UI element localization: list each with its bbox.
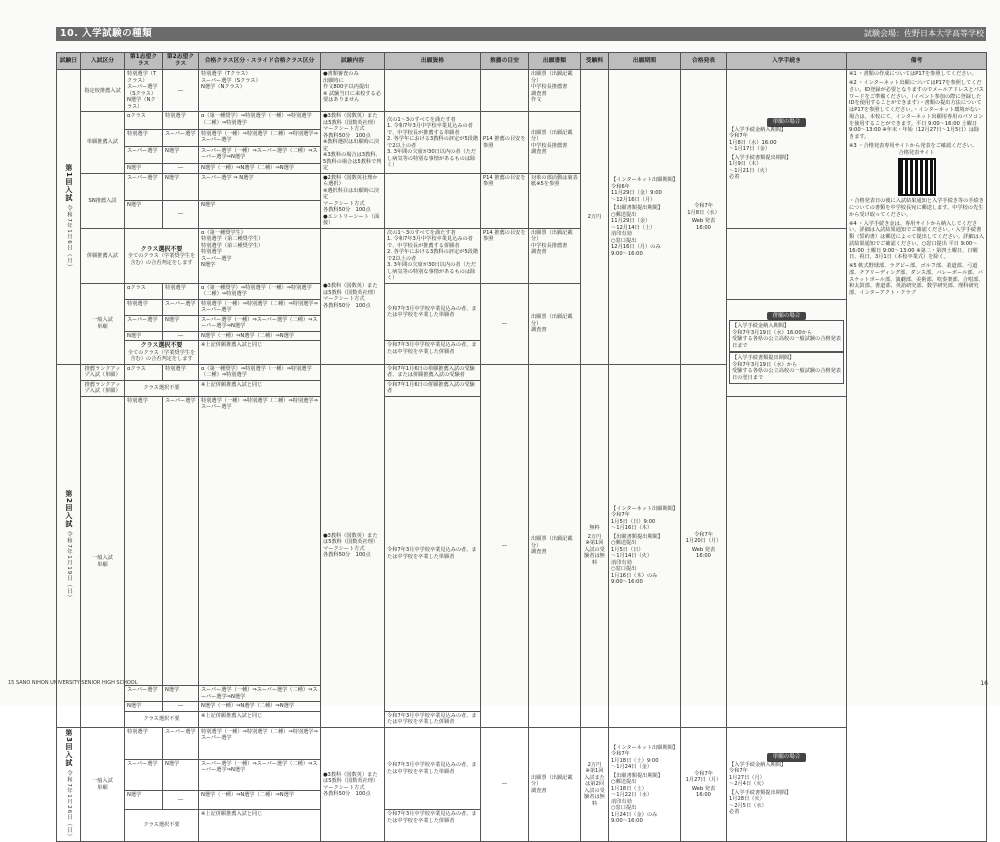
cell: 特別選学（一種）⇒特別選学（二種）⇒特別選学⇒スーパー選学	[199, 129, 321, 146]
cell: ―	[163, 201, 199, 229]
cell: 出願票（出願記載分） 調査書	[529, 283, 581, 364]
section-title: 10. 入学試験の種類	[60, 28, 153, 39]
rank-single-label: 推薦ランクアップ入試（単願）	[81, 364, 125, 380]
col-header: 出願書類	[529, 53, 581, 70]
cell: 出願票（出願記載分） 調査書	[529, 364, 581, 727]
note-3b: ・合格発表日の後に入試結果通知と入学手続き等の手続きについての書類を中学校長宛に郵送します。中学校の先生から受け取ってください。	[849, 198, 984, 218]
cell: 特別選学（一種）⇒特別選学（二種）⇒特別選学⇒スーパー選学	[199, 727, 321, 759]
cell: ―	[163, 70, 199, 112]
cell: 次の1〜3のすべてを満たす者 1. 令和7年3月中学校卒業見込みの者で、中学校長が推薦する併願者 2. 各学年における3教科の評定が5段階で2以上の者 3. 3年間の欠席が30日以内の者（ただし病気等の特別な事情があるものは除く）	[385, 228, 481, 283]
col-header: 第1志望クラス	[125, 53, 163, 70]
cell: P14 推薦の目安を参照	[481, 173, 529, 228]
col-header: 出願期間	[609, 53, 681, 70]
cell: N選学（一種）⇒N選学（二種）⇒N選学	[199, 331, 321, 341]
cell: ―	[481, 727, 529, 841]
cell: スーパー選学（一種）⇒スーパー選学（二種）⇒スーパー選学⇒N選学	[199, 315, 321, 331]
table-header-row	[57, 53, 987, 70]
cell	[385, 70, 481, 112]
cell: N選学	[125, 331, 163, 341]
cell: N選学	[125, 201, 163, 229]
cell: スーパー選学	[163, 129, 199, 146]
cell: N選学	[163, 759, 199, 791]
cell: スーパー選学	[163, 727, 199, 759]
cell: クラス選択不要	[125, 810, 199, 842]
note-3: ※3 ・合格発表専用サイトから発表をご確認ください。	[849, 142, 978, 149]
col-header: 入学手続き	[727, 53, 847, 70]
qr-label: 合格発表サイト	[898, 149, 935, 156]
cell: N選学	[163, 173, 199, 201]
col-header: 合格クラス区分・スライド合格クラス区分	[199, 53, 321, 70]
cell: ※上記併願推薦入試と同じ	[199, 810, 321, 842]
combined-label: 併願推薦入試	[81, 228, 125, 283]
table-row	[57, 70, 987, 112]
cell: 特別選学	[125, 299, 163, 315]
general-label: 一般入試 単願	[81, 727, 125, 841]
cell: α（第一種奨学）⇒特別選学（一種）⇒特別選学（二種）⇒特別選学	[199, 364, 321, 380]
cell: ※上記併願推薦入試と同じ	[199, 380, 321, 396]
cell: ―	[163, 791, 199, 810]
rank-combined-label: 推薦ランクアップ入試（併願）	[81, 380, 125, 396]
cell: N選学	[125, 791, 163, 810]
header-bar	[56, 27, 986, 41]
cell: 出願票（出願記載分） 中学校長推薦書 調査書	[529, 112, 581, 174]
round1-procedure-combined: 併願の場合 【入学手続金納入期間】 令和7年3月19日（水）16:00から 受験する各県の公立高校の一般試験の合格発表日まで 【入学手続書類提出期間】 令和7年3月19日（水）から 受験する各県の公立高校の一般試験の合格発表日の翌日まで	[727, 299, 847, 396]
col-header: 備考	[847, 53, 987, 70]
col-header: 第2志望クラス	[163, 53, 199, 70]
round2-fee: 無料 2万円 ※第1回入試の受験者は無料	[581, 364, 609, 727]
round2-result: 令和7年 1月20日（月） Web 発表 16:00	[681, 364, 727, 727]
cell: ※上記併願推薦入試と同じ	[199, 711, 321, 727]
general-label: 一般入試 単願	[81, 396, 125, 727]
round1-procedure-single: 単願の場合 【入学手続金納入期間】 令和7年 1月8日（水）16:00 〜1月17日（金） 【入学手続書類提出期間】 1月9日（木） 〜1月21日（火） 必着	[727, 70, 847, 229]
exam-table	[56, 52, 987, 842]
footer-page-number: 16	[980, 680, 988, 687]
cell: P14 推薦の目安を参照	[481, 228, 529, 283]
cell: ●書類審査のみ 出願時に 作文800字以内提出 ※ 試験当日に来校する必要はありません	[321, 70, 385, 112]
cell	[385, 173, 481, 228]
cell: 出願票（出願記載分） 中学校長推薦書 調査書 作文	[529, 70, 581, 112]
cell: ●3教科（国数英）または5教科（国数英社理） マークシート方式 各教科50分 100点	[321, 364, 385, 727]
round3-fee: 2万円 ※第1回入試または第2回入試の受験者は無料	[581, 727, 609, 841]
col-header: 試験日	[57, 53, 81, 70]
cell: 令和7年1月6日の単願推薦入試の受験者、または併願推薦入試の受験者	[385, 364, 481, 380]
cell: 出願票（出願記載分） 中学校長推薦書 調査書	[529, 228, 581, 283]
cell: スーパー選学	[125, 759, 163, 791]
round1-fee: 2万円	[581, 70, 609, 365]
round1-period: 【インターネット出願期間】 令和6年 11月29日（金）9:00 〜12月16日（月） 【出願書類提出期間】 ○郵送提出 11月29日（金） 〜12月14日（土） 消印有効 ○窓口提出 12月16日（月）のみ 9:00〜16:00	[609, 70, 681, 365]
cell: スーパー選学	[125, 146, 163, 163]
cell: 令和7年3月中学校卒業見込みの者、または中学校を卒業した併願者	[385, 341, 481, 365]
cell: ●2教科（国数英社理から選択） ※選択科目は出願時に決定 マークシート方式 各教科50分 100点 ●エントリーシート（面接）	[321, 173, 385, 228]
general-label: 一般入試 単願	[81, 283, 125, 364]
cell: ―	[163, 163, 199, 173]
single-badge: 単願の場合	[767, 753, 807, 762]
cell: スーパー選学 ⇒ N選学	[199, 173, 321, 201]
cell: 令和7年3月中学校卒業見込みの者、または中学校を卒業した単願者	[385, 727, 481, 809]
cell: スーパー選学	[125, 173, 163, 201]
single-badge: 単願の場合	[767, 118, 807, 127]
cell: αクラス	[125, 112, 163, 129]
col-header: 受験料	[581, 53, 609, 70]
cell: 令和7年3月中学校卒業見込みの者、または中学校を卒業した単願者	[385, 283, 481, 341]
cell: N選学	[163, 686, 199, 702]
cell: αクラス	[125, 283, 163, 299]
cell: 特別選学（Tクラス） スーパー選学（Sクラス） N選学（Nクラス）	[199, 70, 321, 112]
cell: 令和7年3月中学校卒業見込みの者、または中学校を卒業した併願者	[385, 810, 481, 842]
col-header: 入試区分	[81, 53, 125, 70]
cell: クラス選択不要	[125, 380, 199, 396]
cell: 出願票（出願記載分） 調査書	[529, 727, 581, 841]
cell: 特別選学	[125, 396, 163, 685]
round3-period: 【インターネット出願期間】 令和7年 1月18日（土）9:00 〜1月24日（金） 【出願書類提出期間】 ○郵送提出 1月18日（土） 〜1月22日（水） 消印有効 ○窓口提出 1月24日（金）のみ 9:00〜16:00	[609, 727, 681, 841]
cell: ※上記併願推薦入試と同じ	[199, 341, 321, 365]
cell: 特別選学	[125, 129, 163, 146]
cell: α（第一種奨学生） 特別選学（第二種奨学生） 特別選学（第三種奨学生） 特別選学 スーパー選学 N選学	[199, 228, 321, 283]
combined-badge: 併願の場合	[767, 312, 807, 321]
round2-period: 【インターネット出願期間】 令和7年 1月5日（日）9:00 〜1月16日（木） 【出願書類提出期間】 ○郵送提出 1月5日（日） 〜1月14日（火） 消印有効 ○窓口提出 1月16日（木）のみ 9:00〜16:00	[609, 364, 681, 727]
cell: 特別選学（一種）⇒特別選学（二種）⇒特別選学⇒スーパー選学	[199, 396, 321, 685]
cell: N選学	[125, 163, 163, 173]
note-1: ※1 ・書類の作成についてはP17を参照してください。	[849, 71, 977, 78]
round3-result: 令和7年 1月27日（月） Web 発表 16:00	[681, 727, 727, 841]
cell: スーパー選学（一種）⇒スーパー選学（二種）⇒スーパー選学⇒N選学	[199, 146, 321, 163]
cell: ●3教科（国数英）または5教科（国数英社理） マークシート方式 各教科50分 100点 ※教科選択は出願時に決定 ※3教科の場合は3教科、5教科の場合は5教科で判定	[321, 112, 385, 174]
cell: N選学（一種）⇒N選学（二種）⇒N選学	[199, 702, 321, 712]
cell: ●3教科（国数英）または5教科（国数英社理） マークシート方式 各教科50分 100点	[321, 228, 385, 364]
cell: N選学	[163, 146, 199, 163]
cell: 特別選学	[125, 727, 163, 759]
round3-label: 第3回入試 令和7年1月26日（日）	[57, 727, 81, 841]
cell: 令和7年3月中学校卒業見込みの者、または中学校を卒業した併願者	[385, 711, 481, 727]
cell: スーパー選学	[125, 315, 163, 331]
cell: N選学	[125, 702, 163, 712]
cell: ―	[481, 364, 529, 727]
note-4: ※4 ・入学手続き金は、専用サイトから納入してください。詳細は入試結果通知でご確認ください。・入学手続書類（誓約書）は郵送によって提出してください。詳細は入試結果通知でご確認ください。○窓口提出 平日 9:00〜16:00 土曜日 9:00〜13:00 ※第二・第四土曜日、日曜日、祝日、3月1日（本校卒業式）を除く。	[849, 220, 984, 261]
cell: 特別選学	[163, 112, 199, 129]
note-2: ※2 ・インターネット出願についてはP17を参照してください。ID登録が必要となりますのでメールアドレスとパスワードをご準備ください。（イベント参加の際に登録したIDを使用することができます）・書類の提出方法についてはP17を参照してください。・インターネット環境がない場合は、本校にて、インターネット出願用専用のパソコンを使用することができます。平日 9:00〜16:00 土曜日 9:00〜13:00 ※年末・年始（12月27日〜1月5日）は除きます。	[849, 80, 984, 141]
cell: N選学（一種）⇒N選学（二種）⇒N選学	[199, 791, 321, 810]
cell: α（第一種奨学）⇒特別選学（一種）⇒特別選学（二種）⇒特別選学	[199, 112, 321, 129]
cell: 特別選学（一種）⇒特別選学（二種）⇒特別選学⇒スーパー選学	[199, 299, 321, 315]
note-5: ※5 軟式野球部、ラグビー部、ゴルフ部、柔道部、弓道部、チアリーディング部、ダンス部、バレーボール部、バスケットボール部、演劇部、美術部、吹奏楽部、合唱部、和太鼓部、書道部、英語研究部、数学研究部、理科研究部、インターアクト・クラブ	[849, 263, 984, 297]
cell: α（第一種奨学）⇒特別選学（一種）⇒特別選学（二種）⇒特別選学	[199, 283, 321, 299]
cell: N選学	[163, 315, 199, 331]
cell: 特別選学	[163, 283, 199, 299]
cell: スーパー選学（一種）⇒スーパー選学（二種）⇒スーパー選学⇒N選学	[199, 759, 321, 791]
cell: 次の1〜3のすべてを満たす者 1. 令和7年3月中学校卒業見込みの者で、中学校長が推薦する単願者 2. 各学年における3教科の評定が5段階で2以上の者 3. 3年間の欠席が30日以内の者（ただし病気等の特別な事情があるものは除く）	[385, 112, 481, 174]
footer-left: 15 SANO NIHON UNIVERSITY SENIOR HIGH SCHOOL	[8, 680, 138, 686]
col-header: 試験内容	[321, 53, 385, 70]
cell: スーパー選学	[125, 686, 163, 702]
cell: 特別選学	[163, 364, 199, 380]
cell: N選学（一種）⇒N選学（二種）⇒N選学	[199, 163, 321, 173]
cell: スーパー選学	[163, 396, 199, 685]
designated-label: 指定校推薦入試	[81, 70, 125, 112]
cell: スーパー選学	[163, 299, 199, 315]
col-header: 推薦の目安	[481, 53, 529, 70]
cell: ―	[163, 331, 199, 341]
cell: ―	[163, 702, 199, 712]
cell: 令和7年3月中学校卒業見込みの者、または中学校を卒業した単願者	[385, 396, 481, 711]
cell: クラス選択不要 全てのクラス（学業奨学生を含む）の合否判定をします	[125, 341, 199, 365]
cell: N選学	[199, 201, 321, 229]
sn-label: SN推薦入試	[81, 173, 125, 228]
cell: スーパー選学（一種）⇒スーパー選学（二種）⇒スーパー選学⇒N選学	[199, 686, 321, 702]
col-header: 出願資格	[385, 53, 481, 70]
cell: ●3教科（国数英）または5教科（国数英社理） マークシート方式 各教科50分 100点	[321, 727, 385, 841]
round2-label: 第2回入試 令和7年1月19日（日）	[57, 364, 81, 727]
round3-procedure: 単願の場合 【入学手続金納入期間】 令和7年 1月27日（月） 〜2月4日（火） 【入学手続書類提出期間】 1月28日（火） 〜2月5日（水） 必着	[727, 727, 847, 841]
cell: αクラス	[125, 364, 163, 380]
col-header: 合格発表	[681, 53, 727, 70]
cell	[481, 70, 529, 112]
cell: 対象の部活動は裏表紙※5を参照	[529, 173, 581, 228]
cell: 令和7年1月6日の併願推薦入試の受験者	[385, 380, 481, 396]
cell: クラス選択不要 全てのクラス（学業奨学生を含む）の合否判定をします	[125, 228, 199, 283]
cell: P14 推薦の目安を参照	[481, 112, 529, 174]
cell: ―	[481, 283, 529, 364]
qr-code-icon[interactable]	[898, 158, 936, 196]
notes-column	[847, 70, 987, 842]
round1-label: 第1回入試 令和7年1月6日（月）	[57, 70, 81, 365]
cell: クラス選択不要	[125, 711, 199, 727]
round1-result: 令和7年 1月8日（水） Web 発表 16:00	[681, 70, 727, 365]
cell: 特別選学（Tクラス） スーパー選学（Sクラス） N選学（Nクラス）	[125, 70, 163, 112]
venue-label: 試験会場：佐野日本大学高等学校	[856, 27, 984, 41]
single-label: 単願推薦入試	[81, 112, 125, 174]
